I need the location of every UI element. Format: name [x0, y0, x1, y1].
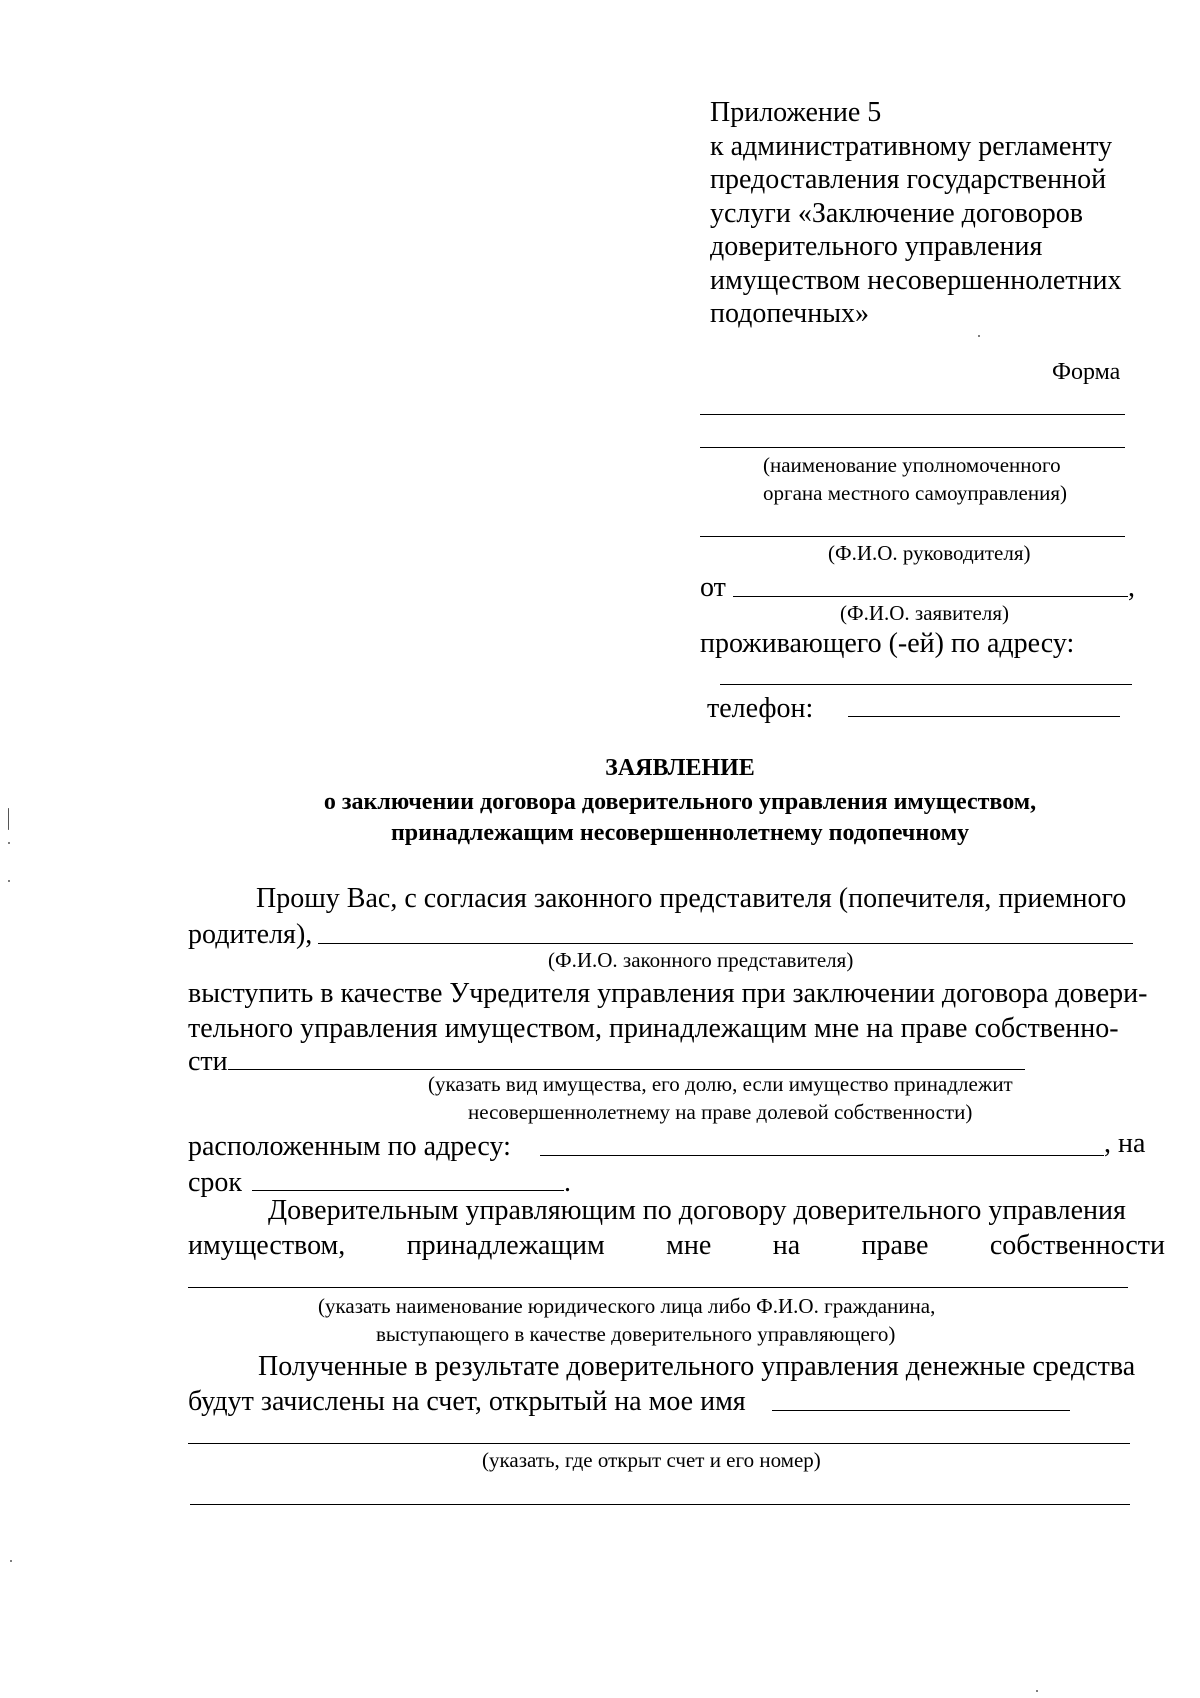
appendix-line: услуги «Заключение договоров	[710, 198, 1083, 229]
head-name-line[interactable]	[700, 536, 1125, 537]
appendix-line: Приложение 5	[710, 97, 882, 128]
appendix-line: подопечных»	[710, 298, 870, 329]
body-line: .	[564, 1167, 571, 1198]
phone-label: телефон:	[707, 693, 814, 724]
account-caption: (указать, где открыт счет и его номер)	[482, 1448, 821, 1472]
body-line: Прошу Вас, с согласия законного представителя (попечителя, приемного	[256, 883, 1127, 914]
word: имуществом,	[188, 1230, 346, 1261]
word: на	[772, 1230, 801, 1261]
body-line: родителя),	[188, 919, 313, 950]
property-address-line[interactable]	[540, 1155, 1104, 1156]
body-line: тельного управления имуществом, принадлежащим мне на праве собственно-	[188, 1013, 1119, 1044]
scan-speck	[8, 842, 10, 844]
property-caption: (указать вид имущества, его долю, если имущество принадлежит	[428, 1072, 1013, 1096]
document-subtitle: принадлежащим несовершеннолетнему подопечному	[390, 820, 970, 846]
word: мне	[666, 1230, 712, 1261]
appendix-line: доверительного управления	[710, 231, 1043, 262]
applicant-caption: (Ф.И.О. заявителя)	[840, 601, 1009, 625]
body-line: Полученные в результате доверительного управления денежные средства	[258, 1351, 1136, 1382]
property-caption: несовершеннолетнему на праве долевой собственности)	[468, 1100, 973, 1124]
authority-line-2[interactable]	[700, 447, 1125, 448]
body-line: будут зачислены на счет, открытый на мое имя	[188, 1386, 746, 1417]
term-line[interactable]	[252, 1190, 564, 1191]
body-line: расположенным по адресу:	[188, 1131, 511, 1162]
document-subtitle: о заключении договора доверительного управления имуществом,	[323, 789, 1037, 815]
property-line[interactable]	[228, 1069, 1025, 1070]
address-label: проживающего (-ей) по адресу:	[700, 628, 1075, 659]
applicant-address-line[interactable]	[720, 684, 1132, 685]
trustee-line[interactable]	[188, 1287, 1128, 1288]
trustee-caption: (указать наименование юридического лица либо Ф.И.О. гражданина,	[318, 1294, 936, 1318]
account-line-2[interactable]	[188, 1443, 1130, 1444]
comma: ,	[1128, 572, 1135, 603]
document-title: ЗАЯВЛЕНИЕ	[605, 755, 755, 781]
form-label: Форма	[1052, 359, 1121, 385]
scan-speck	[10, 1560, 12, 1562]
appendix-line: предоставления государственной	[710, 164, 1107, 195]
account-line-3[interactable]	[190, 1504, 1130, 1505]
applicant-name-line[interactable]	[733, 596, 1128, 597]
trustee-caption: выступающего в качестве доверительного управляющего)	[376, 1322, 896, 1346]
appendix-line: к административному регламенту	[710, 131, 1113, 162]
body-line: срок	[188, 1167, 243, 1198]
scan-mark	[8, 808, 9, 830]
scan-speck	[8, 880, 10, 882]
body-line	[268, 1197, 1165, 1225]
representative-caption: (Ф.И.О. законного представителя)	[548, 948, 854, 972]
authority-line-1[interactable]	[700, 414, 1125, 415]
body-line: , на	[1104, 1128, 1146, 1159]
authority-caption: (наименование уполномоченного	[763, 453, 1061, 477]
appendix-line: имуществом несовершеннолетних	[710, 265, 1122, 296]
scan-speck	[1036, 1690, 1038, 1692]
body-line: сти	[188, 1046, 228, 1077]
body-line-justified	[188, 1232, 1165, 1260]
head-caption: (Ф.И.О. руководителя)	[828, 541, 1031, 565]
body-line: выступить в качестве Учредителя управления при заключении договора довери-	[188, 978, 1148, 1009]
representative-name-line[interactable]	[318, 943, 1133, 944]
account-line[interactable]	[772, 1410, 1070, 1411]
scan-speck	[978, 335, 980, 337]
body-line-text: Доверительным управляющим по договору доверительного управления	[268, 1195, 1126, 1226]
from-label: от	[700, 572, 726, 603]
phone-line[interactable]	[848, 716, 1120, 717]
word: праве	[861, 1230, 929, 1261]
authority-caption: органа местного самоуправления)	[763, 481, 1067, 505]
word: собственности	[989, 1230, 1165, 1261]
word: принадлежащим	[406, 1230, 605, 1261]
